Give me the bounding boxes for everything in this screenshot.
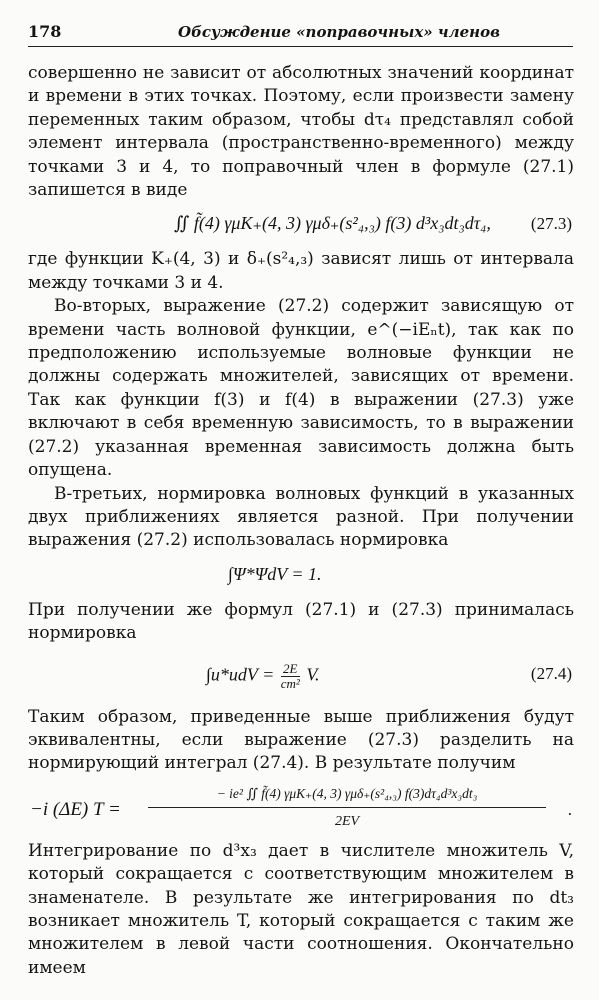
fraction-denominator: cm²	[280, 675, 300, 691]
paragraph: Таким образом, приведенные выше приближения будут эквивалентны, если выражение (27.3) разделить на нормирующий интеграл (27.4). В результате получим	[28, 706, 574, 774]
equation-energy-shift	[28, 778, 574, 838]
equation-trailing-period: .	[567, 799, 572, 819]
paragraph: где функции K₊(4, 3) и δ₊(s²₄,₃) зависят лишь от интервала между точками 3 и 4.	[28, 249, 574, 293]
fraction-bar	[148, 807, 546, 808]
paragraph: Интегрирование по d³x₃ дает в числителе множитель V, который сокращается с соответствующим множителем в знаменателе. В результате же интегрирования по dt₃ возникает множитель T, который сокращается с таким же множителем в левой части соотношения. Окончательно имеем	[28, 840, 574, 978]
fraction	[148, 782, 546, 834]
equation-expression	[206, 662, 320, 691]
running-head: Обсуждение «поправочных» членов	[178, 23, 500, 41]
paragraph: совершенно не зависит от абсолютных значений координат и времени в этих точках. Поэтому, если произвести замену переменных таким образом, чтобы dτ₄ представлял собой элемент интервала (пространственно-временного) между точками 3 и 4, то поправочный член в формуле (27.1) запишется в виде	[28, 63, 574, 201]
equation-27-4	[28, 648, 574, 704]
equation-expression: ∬ f̃(4) γμK₊(4, 3) γμδ₊(s²₄,₃) f(3) d³x₃dt₃dτ₄,	[174, 213, 491, 234]
paragraph: В-третьих, нормировка волновых функций в указанных двух приближениях является разной. При получении выражения (27.2) использовалась нормировка	[28, 483, 574, 551]
body-text	[28, 62, 574, 980]
page-header	[28, 22, 573, 47]
fraction-numerator: 2E	[281, 662, 300, 677]
equation-number: (27.4)	[530, 663, 572, 683]
equation-rhs: V.	[306, 664, 320, 685]
page-number: 178	[28, 22, 62, 41]
fraction-numerator: − ie² ∬ f̃(4) γμK₊(4, 3) γμδ₊(s²₄,₃) f(3)dτ₄d³x₃dt₃	[216, 785, 478, 801]
equation-lhs: ∫u*udV =	[206, 664, 275, 685]
fraction-denominator: 2EV	[334, 814, 360, 830]
paragraph: Во-вторых, выражение (27.2) содержит зависящую от времени часть волновой функции, e^(−iEₙt), так как по предположению используемые волновые функции не должны содержать множителей, зависящих от времени. Так как функции f(3) и f(4) в выражении (27.3) уже включают в себя временную зависимость, то в выражении (27.2) указанная временная зависимость должна быть опущена.	[28, 296, 574, 481]
paragraph: При получении же формул (27.1) и (27.3) принималась нормировка	[28, 599, 574, 644]
equation-27-3	[28, 204, 574, 246]
equation-lhs: −i (ΔE) T =	[30, 798, 121, 820]
equation-expression: ∫Ψ*ΨdV = 1.	[228, 563, 322, 584]
fraction	[281, 662, 300, 691]
equation-normalization-psi	[28, 555, 574, 597]
equation-number: (27.3)	[530, 214, 572, 234]
